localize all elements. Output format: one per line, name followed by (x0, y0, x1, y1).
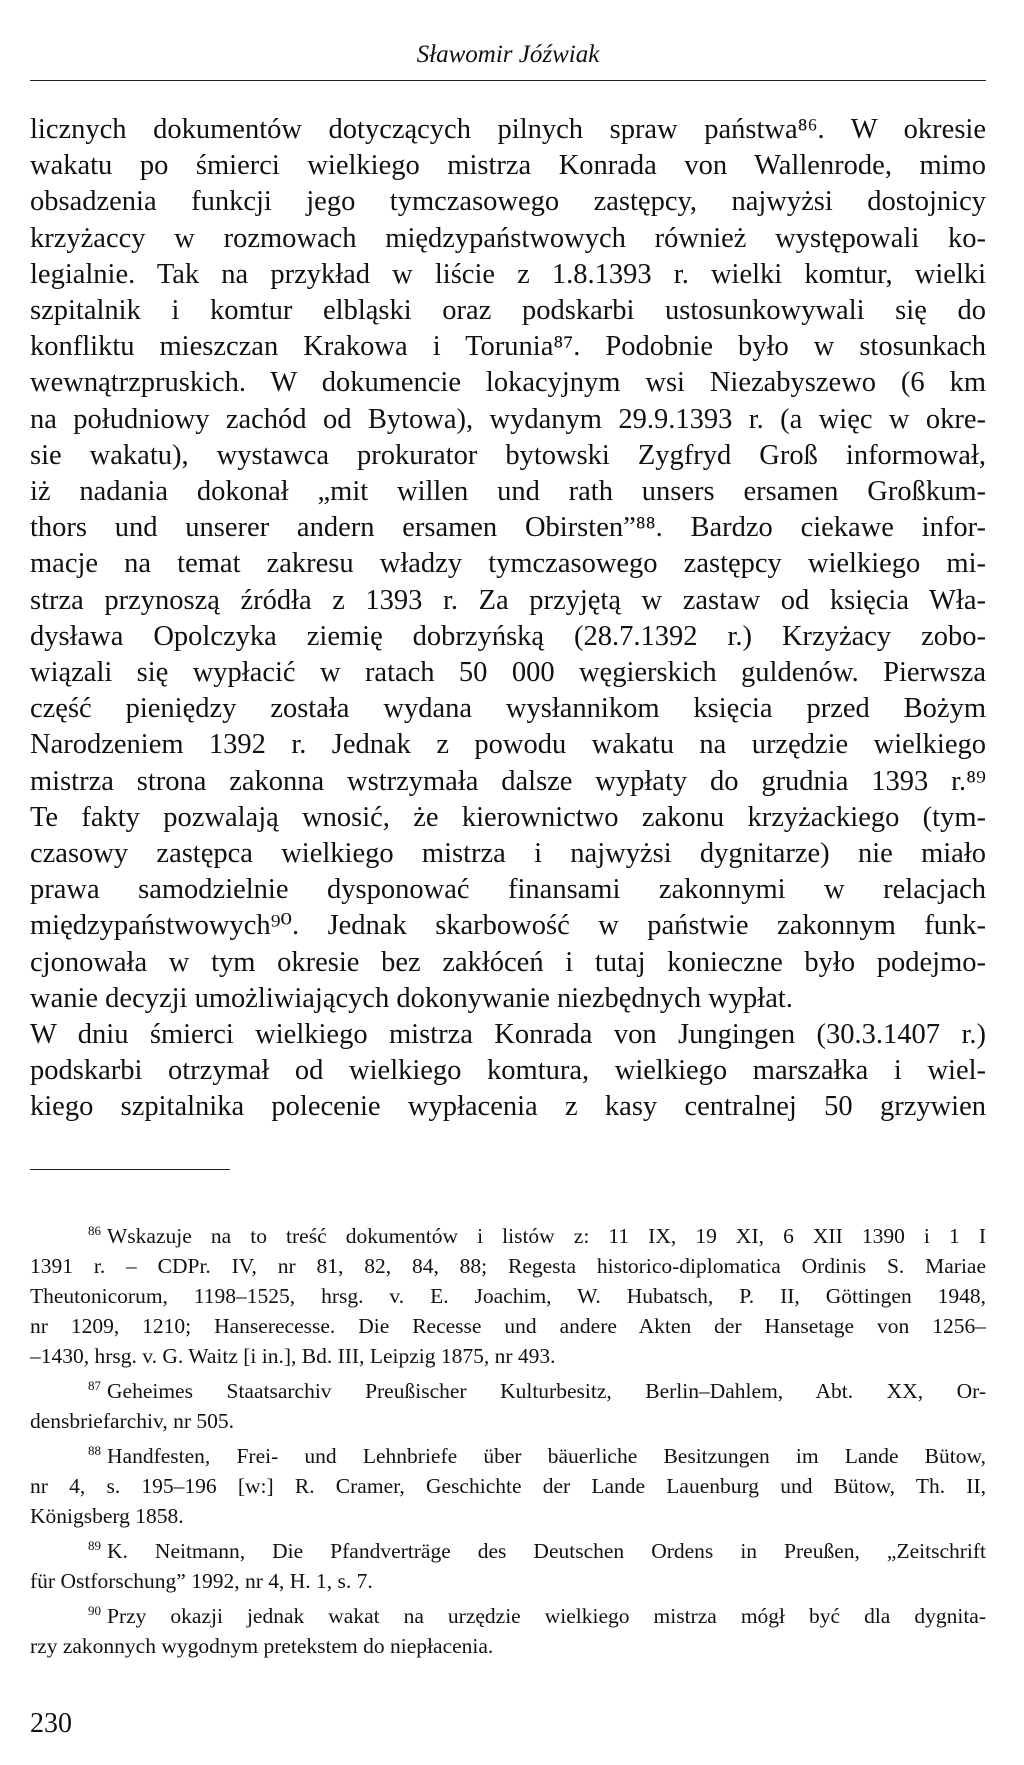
body-line: kiego szpitalnika polecenie wypłacenia z kasy centralnej 50 grzywien (30, 1091, 986, 1123)
body-line: konfliktu mieszczan Krakowa i Torunia⁸⁷. Podobnie było w stosunkach (30, 331, 986, 363)
body-line: mistrza strona zakonna wstrzymała dalsze wypłaty do grudnia 1393 r.⁸⁹ (30, 765, 986, 797)
body-line: macje na temat zakresu władzy tymczasowego zastępcy wielkiego mi- (30, 548, 986, 580)
running-head-author: Sławomir Jóźwiak (416, 41, 600, 68)
footnote-line: 1391 r. – CDPr. IV, nr 81, 82, 84, 88; Regesta historico-diplomatica Ordinis S. Mariae (30, 1254, 986, 1278)
body-line: licznych dokumentów dotyczących pilnych spraw państwa⁸⁶. W okresie (30, 114, 986, 145)
footnote-line: densbriefarchiv, nr 505. (30, 1409, 234, 1433)
footnote-separator (30, 1169, 230, 1170)
body-line: wanie decyzji umożliwiających dokonywanie niezbędnych wypłat. (30, 982, 793, 1014)
footnote-88 (30, 1436, 986, 1531)
body-line: obsadzenia funkcji jego tymczasowego zastępcy, najwyżsi dostojnicy (30, 186, 986, 218)
body-line: Narodzeniem 1392 r. Jednak z powodu wakatu na urzędzie wielkiego (30, 729, 986, 761)
body-line: dysława Opolczyka ziemię dobrzyńską (28.7.1392 r.) Krzyżacy zobo- (30, 620, 986, 652)
body-line: na południowy zachód od Bytowa), wydanym 29.9.1393 r. (a więc w okre- (30, 403, 986, 435)
footnotes (30, 1216, 986, 1661)
footnote-number: 88 (88, 1443, 101, 1458)
body-line: międzypaństwowych⁹⁰. Jednak skarbowość w państwie zakonnym funk- (30, 910, 986, 942)
footnote-number: 87 (88, 1378, 101, 1393)
main-text (30, 112, 986, 1126)
footnote-line: Theutonicorum, 1198–1525, hrsg. v. E. Joachim, W. Hubatsch, P. II, Göttingen 1948, (30, 1284, 986, 1308)
footnote-line: $^{89}$ K. Neitmann, Die Pfandverträge des Deutschen Ordens in Preußen, „Zeitschrift (88, 1538, 986, 1563)
body-line: część pieniędzy została wydana wysłannikom księcia przed Bożym (30, 693, 986, 725)
body-line: W dniu śmierci wielkiego mistrza Konrada von Jungingen (30.3.1407 r.) (30, 1019, 986, 1051)
body-line: wakatu po śmierci wielkiego mistrza Konrada von Wallenrode, mimo (30, 150, 986, 182)
body-line: cjonowała w tym okresie bez zakłóceń i tutaj konieczne było podejmo- (30, 946, 986, 978)
body-line: thors und unserer andern ersamen Obirsten”⁸⁸. Bardzo ciekawe infor- (30, 512, 986, 544)
footnote-number: 86 (88, 1223, 101, 1238)
header-rule (30, 80, 986, 81)
footnote-87 (30, 1371, 986, 1436)
body-line: prawa samodzielnie dysponować finansami zakonnymi w relacjach (30, 874, 986, 906)
body-line: podskarbi otrzymał od wielkiego komtura, wielkiego marszałka i wiel- (30, 1055, 986, 1087)
footnote-89 (30, 1531, 986, 1596)
body-line: sie wakatu), wystawca prokurator bytowski Zygfryd Groß informował, (30, 439, 986, 471)
footnote-number: 90 (88, 1603, 101, 1618)
body-line: legialnie. Tak na przykład w liście z 1.8.1393 r. wielki komtur, wielki (30, 258, 986, 290)
page-number: 230 (30, 1708, 72, 1739)
body-line: Te fakty pozwalają wnosić, że kierownictwo zakonu krzyżackiego (tym- (30, 801, 986, 833)
footnote-line: rzy zakonnych wygodnym pretekstem do niepłacenia. (30, 1634, 494, 1658)
footnote-86 (30, 1216, 986, 1371)
body-line: szpitalnik i komtur elbląski oraz podskarbi ustosunkowywali się do (30, 295, 986, 327)
footnote-line: nr 4, s. 195–196 [w:] R. Cramer, Geschichte der Lande Lauenburg und Bütow, Th. II, (30, 1474, 986, 1498)
body-line: krzyżaccy w rozmowach międzypaństwowych również występowali ko- (30, 222, 986, 254)
footnote-90 (30, 1596, 986, 1661)
footnote-line: $^{87}$ Geheimes Staatsarchiv Preußischer Kulturbesitz, Berlin–Dahlem, Abt. XX, Or- (88, 1378, 986, 1403)
footnote-line: nr 1209, 1210; Hanserecesse. Die Recesse und andere Akten der Hansetage von 1256– (30, 1314, 986, 1338)
footnote-line: $^{88}$ Handfesten, Frei- und Lehnbriefe über bäuerliche Besitzungen im Lande Bütow, (88, 1443, 986, 1468)
footnote-line: für Ostforschung” 1992, nr 4, H. 1, s. 7. (30, 1569, 373, 1593)
footnote-line: –1430, hrsg. v. G. Waitz [i in.], Bd. III, Leipzig 1875, nr 493. (30, 1344, 556, 1368)
body-line: iż nadania dokonał „mit willen und rath unsers ersamen Großkum- (30, 476, 986, 508)
footnote-line: $^{86}$ Wskazuje na to treść dokumentów i listów z: 11 IX, 19 XI, 6 XII 1390 i 1 I (88, 1223, 986, 1248)
footnote-number: 89 (88, 1538, 101, 1553)
body-line: czasowy zastępca wielkiego mistrza i najwyżsi dygnitarze) nie miało (30, 838, 986, 870)
body-line: wewnątrzpruskich. W dokumencie lokacyjnym wsi Niezabyszewo (6 km (30, 367, 986, 399)
body-line: strza przynoszą źródła z 1393 r. Za przyjętą w zastaw od księcia Wła- (30, 584, 986, 616)
body-line: wiązali się wypłacić w ratach 50 000 węgierskich guldenów. Pierwsza (30, 657, 986, 689)
footnote-line: $^{90}$ Przy okazji jednak wakat na urzędzie wielkiego mistrza mógł być dla dygnita- (88, 1603, 986, 1628)
footnote-line: Königsberg 1858. (30, 1504, 184, 1528)
